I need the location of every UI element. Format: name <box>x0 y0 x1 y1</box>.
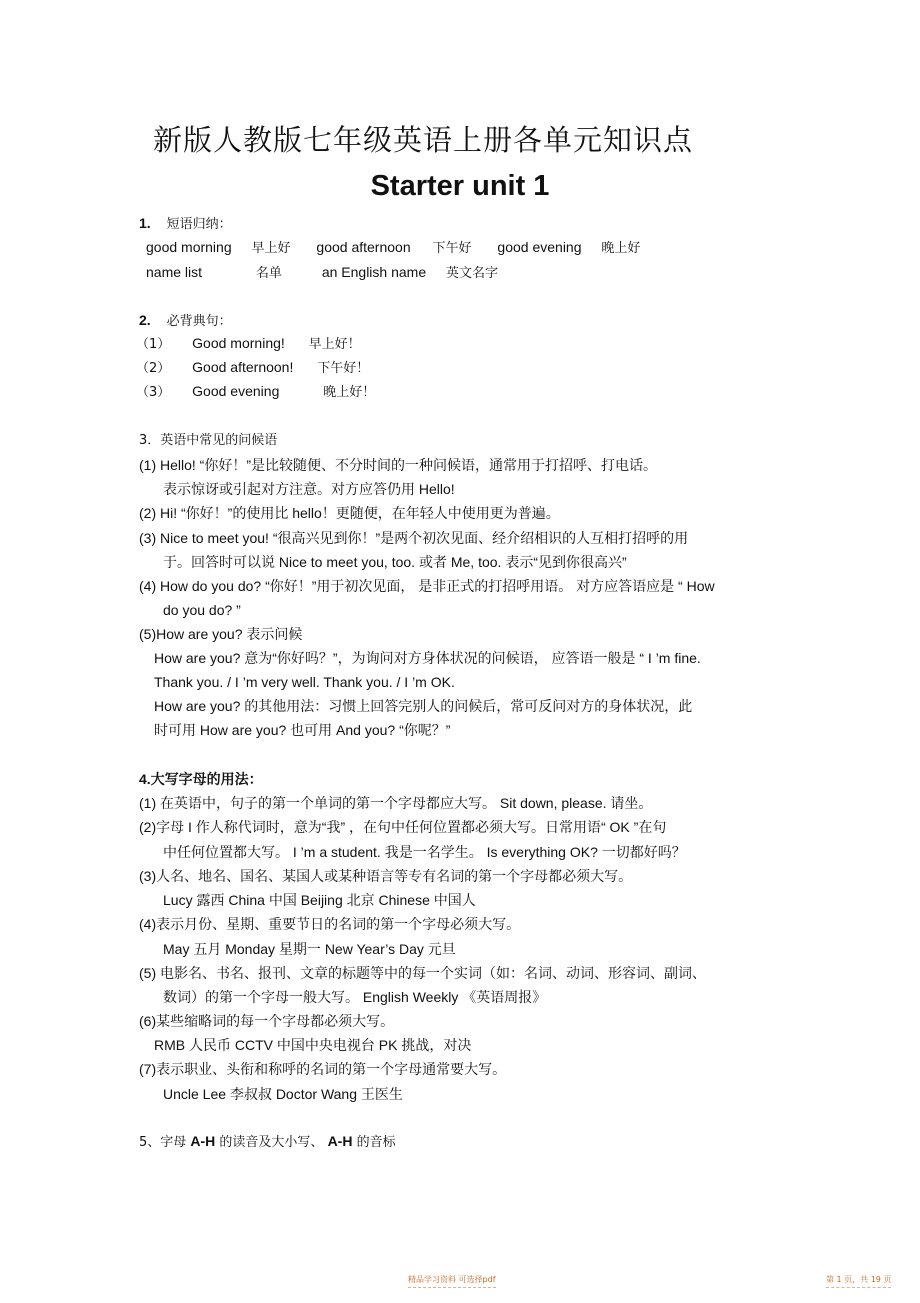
document-title-chinese: 新版人教版七年级英语上册各单元知识点 <box>153 123 694 157</box>
sentence-item <box>136 334 361 354</box>
text-line: 于。回答时可以说 Nice to meet you, too. 或者 Me, too. 表示“见到你很高兴” <box>163 554 627 570</box>
section-2-heading <box>139 311 232 331</box>
text-line: (5) 电影名、书名、报刊、文章的标题等中的每一个实词（如：名词、动词、形容词、副词、 <box>139 965 706 981</box>
text-line: (5)How are you? 表示问候 <box>139 626 303 642</box>
text-line: (4)表示月份、星期、重要节日的名词的第一个字母必须大写。 <box>139 916 521 932</box>
phrase-en: name list <box>146 264 203 280</box>
text-line: do you do? ” <box>163 602 241 618</box>
text-line: How are you? 意为“你好吗？”，为询问对方身体状况的问候语， 应答语一般是 “ I ’m fine. <box>154 650 701 666</box>
sentence-en: Good afternoon! <box>192 359 294 375</box>
section-5-heading <box>139 1132 396 1152</box>
text-line: 数词）的第一个字母一般大写。 English Weekly 《英语周报》 <box>163 989 547 1005</box>
sentence-en: Good morning! <box>192 335 285 351</box>
phrase-cn: 早上好 <box>251 241 291 256</box>
phrase-cn: 名单 <box>255 266 282 281</box>
text-line: (3) Nice to meet you! “很高兴见到你！”是两个初次见面、经介绍相识的人互相打招呼的用 <box>139 530 689 546</box>
text-line: Uncle Lee 李叔叔 Doctor Wang 王医生 <box>163 1086 403 1102</box>
text-line: (1) 在英语中，句子的第一个单词的第一个字母都应大写。 Sit down, please. 请坐。 <box>139 795 653 811</box>
section-4-title: 4.大写字母的用法： <box>139 771 263 787</box>
sentence-cn: 下午好！ <box>317 361 370 376</box>
section-3-heading: 3．英语中常见的问候语 <box>139 433 278 448</box>
phrase-cn: 英文名字 <box>446 266 499 281</box>
text-line: (1) Hello! “你好！”是比较随便、不分时间的一种问候语，通常用于打招呼、打电话。 <box>139 457 658 473</box>
phrase-en: good afternoon <box>316 239 411 255</box>
sentence-item <box>136 358 369 378</box>
text-line: (2) Hi! “你好！”的使用比 hello！更随便，在年轻人中使用更为普遍。 <box>139 505 560 521</box>
phrase-row-2 <box>146 263 498 283</box>
phrase-en: good evening <box>497 239 582 255</box>
phrase-cn: 下午好 <box>432 241 472 256</box>
section-5-suffix: 的音标 <box>352 1135 396 1150</box>
item-number: （1） <box>136 337 171 352</box>
letter-range: A-H <box>327 1133 353 1149</box>
section-1-number: 1. <box>139 215 151 231</box>
sentence-en: Good evening <box>192 383 280 399</box>
text-line: How are you? 的其他用法：习惯上回答完别人的问候后，常可反问对方的身体状况，此 <box>154 698 693 714</box>
text-line: (2)字母 I 作人称代词时，意为“我” ，在句中任何位置都必须大写。日常用语“ OK ”在句 <box>139 819 667 835</box>
text-line: Thank you. / I ’m very well. Thank you. / I ’m OK. <box>154 674 455 690</box>
sentence-item <box>136 382 375 402</box>
text-line: Lucy 露西 China 中国 Beijing 北京 Chinese 中国人 <box>163 892 476 908</box>
text-line: 时可用 How are you? 也可用 And you? “你呢？” <box>154 722 451 738</box>
phrase-cn: 晚上好 <box>601 241 641 256</box>
page-number: 第 1 页，共 19 页 <box>826 1274 891 1288</box>
phrase-en: an English name <box>321 264 427 280</box>
section-4-heading <box>139 770 263 788</box>
text-line: May 五月 Monday 星期一 New Year’s Day 元旦 <box>163 941 456 957</box>
phrase-en: good morning <box>146 239 232 255</box>
unit-title: Starter unit 1 <box>370 170 550 202</box>
section-5-middle: 的读音及大小写、 <box>215 1135 328 1150</box>
sentence-cn: 晚上好！ <box>323 385 376 400</box>
item-number: （2） <box>136 361 171 376</box>
section-1-heading <box>139 214 232 234</box>
footer-watermark: 精品学习资料 可选择pdf <box>408 1274 496 1288</box>
phrase-row-1 <box>146 238 640 258</box>
text-line: (4) How do you do? “你好！”用于初次见面， 是非正式的打招呼用语。 对方应答语应是 “ How <box>139 578 715 594</box>
text-line: (6)某些缩略词的每一个字母都必须大写。 <box>139 1013 395 1029</box>
section-2-number: 2. <box>139 312 151 328</box>
text-line: 中任何位置都大写。 I ’m a student. 我是一名学生。 Is everything OK? 一切都好吗？ <box>163 844 686 860</box>
section-1-title: 短语归纳： <box>166 217 232 232</box>
text-line: (3)人名、地名、国名、某国人或某种语言等专有名词的第一个字母都必须大写。 <box>139 868 633 884</box>
section-5-prefix: 5、字母 <box>139 1135 191 1150</box>
item-number: （3） <box>136 385 171 400</box>
letter-range: A-H <box>190 1133 216 1149</box>
text-line: RMB 人民币 CCTV 中国中央电视台 PK 挑战，对决 <box>154 1037 472 1053</box>
text-line: (7)表示职业、头衔和称呼的名词的第一个字母通常要大写。 <box>139 1061 507 1077</box>
section-2-title: 必背典句： <box>166 314 232 329</box>
sentence-cn: 早上好！ <box>308 337 361 352</box>
text-line: 表示惊讶或引起对方注意。对方应答仍用 Hello! <box>163 481 455 497</box>
